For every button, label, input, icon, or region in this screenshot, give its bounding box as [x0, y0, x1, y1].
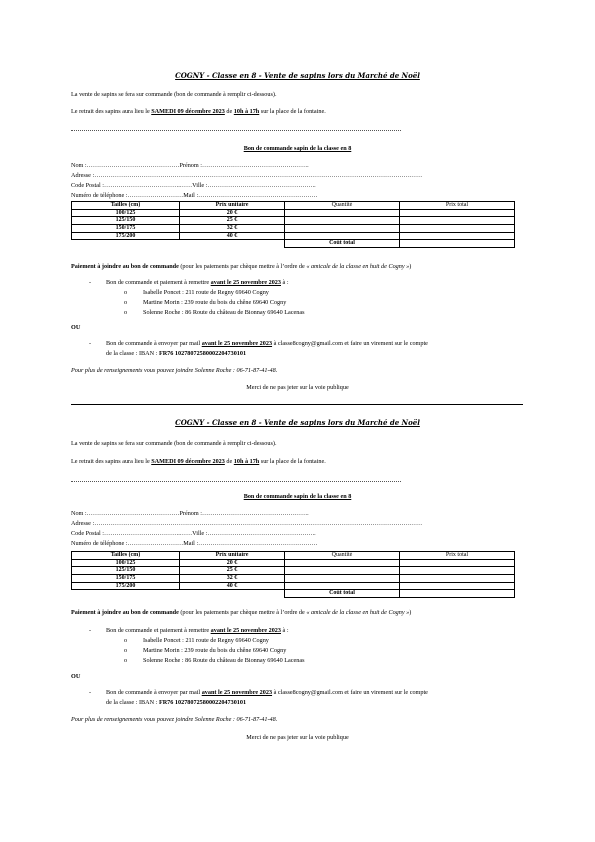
intro-text: La vente de sapins se fera sur commande (bon de commande à remplir ci-dessous). — [71, 440, 277, 447]
column-header: Tailles (cm) — [72, 552, 180, 560]
column-header: Quantité — [285, 552, 400, 560]
column-header: Prix total — [400, 202, 515, 210]
size-cell: 150/175 — [72, 224, 180, 232]
price-cell: 25 € — [180, 217, 285, 225]
field-name[interactable]: Nom :………………………………………Prénom :……………………………………………. — [71, 510, 309, 517]
quantity-cell[interactable] — [285, 574, 400, 582]
total-row — [72, 240, 515, 248]
table-row — [72, 567, 515, 575]
price-cell: 20 € — [180, 209, 285, 217]
footer-note: Merci de ne pas jeter sur la voie publique — [246, 384, 349, 391]
total-label: Coût total — [285, 590, 400, 598]
total-cell[interactable] — [400, 574, 515, 582]
footer-note: Merci de ne pas jeter sur la voie publique — [246, 734, 349, 741]
table-row — [72, 232, 515, 240]
price-cell: 20 € — [180, 559, 285, 567]
size-cell: 175/200 — [72, 232, 180, 240]
payment-text: Paiement à joindre au bon de commande (pour les paiements par chèque mettre à l’ordre de « amicale de la classe en huit de Cogny ») — [71, 609, 412, 616]
list-bullet: o — [124, 657, 128, 664]
cut-dotted-line — [71, 130, 401, 131]
quantity-cell[interactable] — [285, 567, 400, 575]
quantity-cell[interactable] — [285, 209, 400, 217]
or-label: OU — [71, 673, 81, 680]
total-cell[interactable] — [400, 209, 515, 217]
grand-total-cell[interactable] — [400, 240, 515, 248]
column-header: Prix total — [400, 552, 515, 560]
separator-line — [71, 404, 523, 405]
info-text: Pour plus de renseignements vous pouvez joindre Solenne Roche : 06-71-87-41-48. — [71, 367, 278, 374]
size-cell: 150/175 — [72, 574, 180, 582]
table-row — [72, 209, 515, 217]
contact-item: Martine Morin : 239 route du bois du chêne 69640 Cogny — [143, 647, 287, 654]
total-cell[interactable] — [400, 559, 515, 567]
price-cell: 32 € — [180, 574, 285, 582]
column-header: Prix unitaire — [180, 552, 285, 560]
order-table — [71, 201, 515, 248]
cut-dotted-line — [71, 481, 401, 482]
contact-item: Isabelle Poncet : 211 route de Regny 69640 Cogny — [143, 637, 269, 644]
price-cell: 25 € — [180, 567, 285, 575]
size-cell: 125/150 — [72, 567, 180, 575]
info-text: Pour plus de renseignements vous pouvez joindre Solenne Roche : 06-71-87-41-48. — [71, 716, 278, 723]
bullet-dash: - — [89, 627, 92, 634]
pickup-text: Le retrait des sapins aura lieu le SAMEDI 09 décembre 2023 de 10h à 17h sur la place de la fontaine. — [71, 458, 326, 465]
iban-line: de la classe : IBAN : FR76 10278072580002204730101 — [106, 350, 247, 357]
intro-text: La vente de sapins se fera sur commande (bon de commande à remplir ci-dessous). — [71, 91, 277, 98]
payment-text: Paiement à joindre au bon de commande (pour les paiements par chèque mettre à l’ordre de « amicale de la classe en huit de Cogny ») — [71, 263, 412, 270]
size-cell: 125/150 — [72, 217, 180, 225]
pickup-text: Le retrait des sapins aura lieu le SAMEDI 09 décembre 2023 de 10h à 17h sur la place de la fontaine. — [71, 108, 326, 115]
contact-item: Martine Morin : 239 route du bois du chêne 69640 Cogny — [143, 299, 287, 306]
column-header: Quantité — [285, 202, 400, 210]
column-header: Tailles (cm) — [72, 202, 180, 210]
bullet-dash: - — [89, 340, 92, 347]
field-phone-mail[interactable]: Numéro de téléphone :………………………Mail :…………………………………………………. — [71, 540, 318, 547]
table-row — [72, 559, 515, 567]
bullet-remit: Bon de commande et paiement à remettre avant le 25 novembre 2023 à : — [106, 279, 289, 286]
grand-total-cell[interactable] — [400, 590, 515, 598]
list-bullet: o — [124, 299, 128, 306]
total-cell[interactable] — [400, 582, 515, 590]
quantity-cell[interactable] — [285, 559, 400, 567]
quantity-cell[interactable] — [285, 232, 400, 240]
contact-item: Solenne Roche : 86 Route du château de Bionnay 69640 Lacenas — [143, 657, 305, 664]
field-address[interactable]: Adresse :…………………………………………………………………………………………………………………………………………… — [71, 520, 423, 527]
total-cell[interactable] — [400, 232, 515, 240]
bullet-dash: - — [89, 279, 92, 286]
size-cell: 100/125 — [72, 559, 180, 567]
bullet-email: Bon de commande à envoyer par mail avant le 25 novembre 2023 à classe8cogny@gmail.com et faire un virement sur le compte — [106, 689, 428, 696]
field-address[interactable]: Adresse :…………………………………………………………………………………………………………………………………………… — [71, 172, 423, 179]
form-title: COGNY - Classe en 8 - Vente de sapins lors du Marché de Noël — [175, 71, 420, 80]
order-subtitle: Bon de commande sapin de la classe en 8 — [243, 145, 352, 152]
field-postal-city[interactable]: Code Postal :……………………………….……Ville :…………………………………………….. — [71, 530, 316, 537]
price-cell: 40 € — [180, 232, 285, 240]
or-label: OU — [71, 324, 81, 331]
quantity-cell[interactable] — [285, 217, 400, 225]
price-cell: 32 € — [180, 224, 285, 232]
table-row — [72, 582, 515, 590]
list-bullet: o — [124, 637, 128, 644]
column-header: Prix unitaire — [180, 202, 285, 210]
bullet-remit: Bon de commande et paiement à remettre avant le 25 novembre 2023 à : — [106, 627, 289, 634]
order-subtitle: Bon de commande sapin de la classe en 8 — [243, 493, 352, 500]
quantity-cell[interactable] — [285, 224, 400, 232]
table-header-row — [72, 552, 515, 560]
total-row — [72, 590, 515, 598]
total-label: Coût total — [285, 240, 400, 248]
size-cell: 100/125 — [72, 209, 180, 217]
iban-line: de la classe : IBAN : FR76 10278072580002204730101 — [106, 699, 247, 706]
field-phone-mail[interactable]: Numéro de téléphone :………………………Mail :…………………………………………………. — [71, 192, 318, 199]
order-table — [71, 551, 515, 598]
list-bullet: o — [124, 289, 128, 296]
table-row — [72, 217, 515, 225]
price-cell: 40 € — [180, 582, 285, 590]
table-row — [72, 224, 515, 232]
contact-item: Isabelle Poncet : 211 route de Regny 69640 Cogny — [143, 289, 269, 296]
table-header-row — [72, 202, 515, 210]
bullet-email: Bon de commande à envoyer par mail avant le 25 novembre 2023 à classe8cogny@gmail.com et faire un virement sur le compte — [106, 340, 428, 347]
quantity-cell[interactable] — [285, 582, 400, 590]
form-title: COGNY - Classe en 8 - Vente de sapins lors du Marché de Noël — [175, 418, 420, 427]
list-bullet: o — [124, 309, 128, 316]
field-postal-city[interactable]: Code Postal :……………………………….……Ville :…………………………………………….. — [71, 182, 316, 189]
contact-item: Solenne Roche : 86 Route du château de Bionnay 69640 Lacenas — [143, 309, 305, 316]
total-cell[interactable] — [400, 224, 515, 232]
size-cell: 175/200 — [72, 582, 180, 590]
list-bullet: o — [124, 647, 128, 654]
total-cell[interactable] — [400, 567, 515, 575]
field-name[interactable]: Nom :………………………………………Prénom :……………………………………………. — [71, 162, 309, 169]
bullet-dash: - — [89, 689, 92, 696]
table-row — [72, 574, 515, 582]
total-cell[interactable] — [400, 217, 515, 225]
